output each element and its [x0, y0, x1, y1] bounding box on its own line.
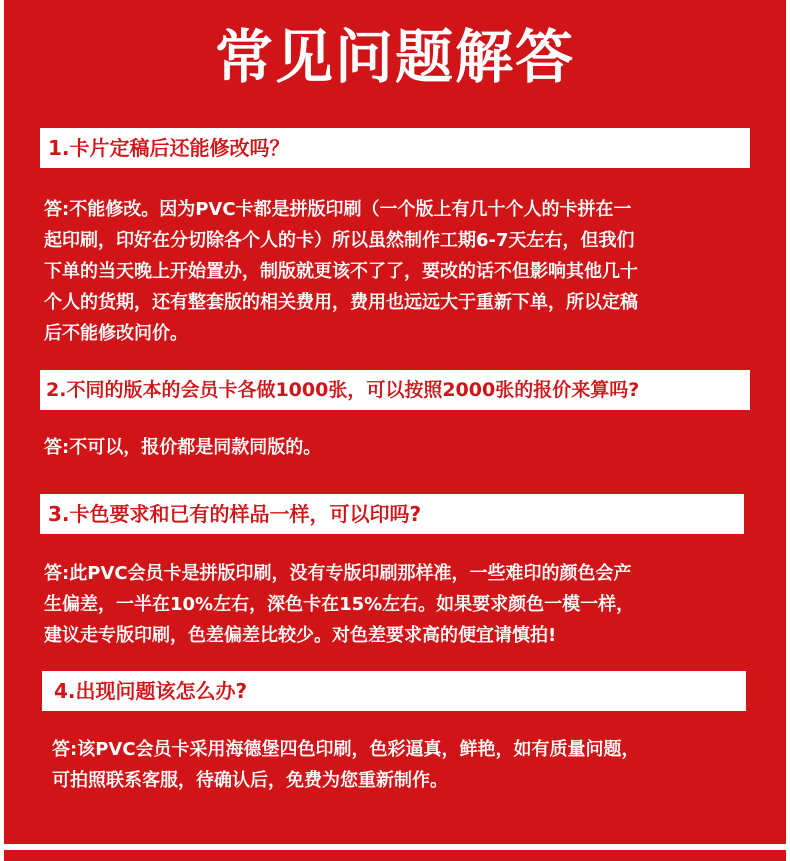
faq-panel [4, 0, 786, 844]
answer-1-line: 下单的当天晚上开始置办，制版就更该不了了，要改的话不但影响其他几十 [44, 261, 638, 282]
answer-4 [52, 734, 640, 796]
answer-4-line: 答:该PVC会员卡采用海德堡四色印刷，色彩逼真，鲜艳，如有质量问题， [52, 739, 640, 760]
answer-1-line: 答:不能修改。因为PVC卡都是拼版印刷（一个版上有几十个人的卡拼在一 [44, 199, 632, 220]
question-2: 2.不同的版本的会员卡各做1000张，可以按照2000张的报价来算吗? [40, 370, 750, 410]
answer-3-line: 建议走专版印刷，色差偏差比较少。对色差要求高的便宜请慎拍! [44, 625, 557, 646]
answer-1-line: 起印刷，印好在分切除各个人的卡）所以虽然制作工期6-7天左右，但我们 [44, 230, 635, 251]
answer-1-line: 个人的货期，还有整套版的相关费用，费用也远远大于重新下单，所以定稿 [44, 292, 638, 313]
answer-3-line: 生偏差，一半在10%左右，深色卡在15%左右。如果要求颜色一模一样， [44, 594, 635, 615]
bottom-divider-strip [4, 850, 786, 861]
answer-2 [44, 432, 321, 463]
answer-3 [44, 558, 634, 651]
answer-1 [44, 194, 638, 349]
answer-1-line: 后不能修改问价。 [44, 323, 188, 344]
answer-3-line: 答:此PVC会员卡是拼版印刷，没有专版印刷那样准，一些难印的颜色会产 [44, 563, 632, 584]
answer-2-line: 答:不可以，报价都是同款同版的。 [44, 437, 322, 458]
answer-4-line: 可拍照联系客服，待确认后，免费为您重新制作。 [52, 770, 448, 791]
question-3: 3.卡色要求和已有的样品一样，可以印吗? [40, 494, 744, 534]
question-4: 4.出现问题该怎么办? [42, 671, 746, 711]
question-1: 1.卡片定稿后还能修改吗？ [40, 128, 750, 168]
page-title: 常见问题解答 [214, 23, 575, 91]
